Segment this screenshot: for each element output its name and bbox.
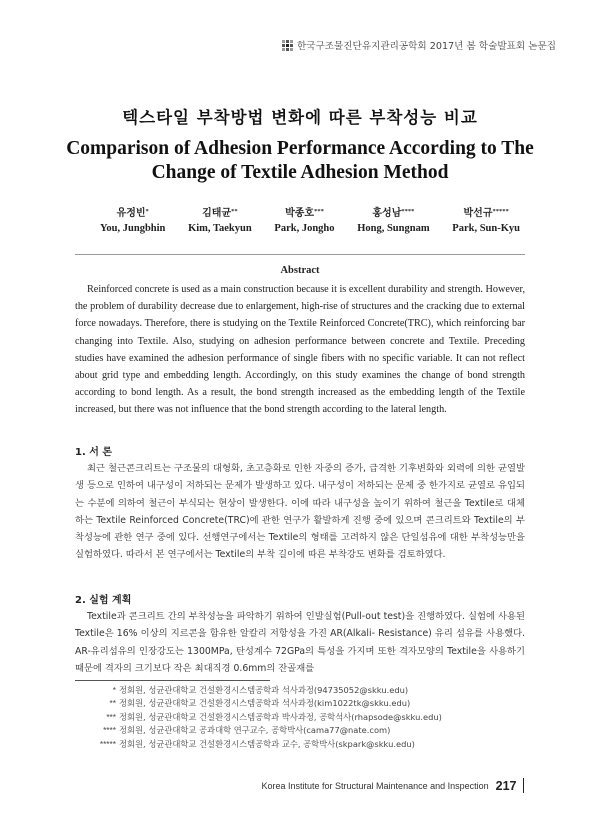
section-heading-experiment: 2. 실험 계획 (75, 595, 132, 606)
footnote-text: 정회원, 성균관대학교 건설환경시스템공학과 교수, 공학박사(skpark@skku.edu) (119, 738, 415, 749)
author-name-ko: 홍성남 (372, 208, 402, 219)
author-name-ko: 박선규 (463, 208, 493, 219)
author-name-ko: 박종호 (285, 208, 315, 219)
footnote-mark: ** (109, 698, 116, 709)
footnote-mark: * (112, 685, 116, 695)
section-body-introduction: 최근 철근콘크리트는 구조물의 대형화, 초고층화로 인한 자중의 증가, 급격한 기후변화와 외력에 의한 균열발생 등으로 인하여 내구성이 저하되는 문제가 발생하고 있다. 내구성이 저하되는 문제 중 한가지로 균열로 유입되는 수분에 의하여 철근이 부식되는 현상이 발생한다. 이에 따라 내구성을 높이기 위하여 철근을 Textile로 대체하는 Textile Reinforced Concrete(TRC)에 관한 연구가 활발하게 진행 중에 있으며 콘크리트와 Textile의 부착성능에 관한 연구 중에 있다. 선행연구에서는 Textile의 형태를 고려하지 않은 단일섬유에 대한 부착성능만을 실험하였다. 따라서 본 연구에서는 Textile의 부착 길이에 따른 부착강도 변화를 검토하였다. (75, 463, 525, 561)
author (274, 206, 334, 236)
footnote-text: 정회원, 성균관대학교 건설환경시스템공학과 석사과정(94735052@skku.edu) (119, 685, 409, 695)
footnote-text: 정회원, 성균관대학교 공과대학 연구교수, 공학박사(cama77@nate.com) (119, 725, 391, 736)
footnote-mark: *** (106, 711, 116, 722)
journal-logo-icon (282, 40, 293, 51)
footer-bar (523, 778, 525, 793)
author-mark: ** (231, 208, 238, 215)
abstract-heading: Abstract (280, 265, 320, 276)
author-mark: *** (314, 208, 324, 215)
footnote (80, 724, 442, 737)
abstract-body: Reinforced concrete is used as a main construction because it is excellent durability and strength. However, the problem of durability decrease due to enlargement, high-rise of structures and the cracking due to external force nowadays. Therefore, there is studying on the Textile Reinforced Concrete(TRC), which reinforcing bar changing into Textile. Also, studying on adhesion performance between concrete and Textile. Preceding studies have examined the adhesion performance of single fibers with no specific variable. It can not reflect about grid type and embedding length. Accordingly, on this study examines the change of bond strength according to bond length. As a result, the bond strength increased as the embedding length of the Textile increased, but there was not influence that the bond strength according to the lateral length. (75, 284, 525, 416)
title-korean: 텍스타일 부착방법 변화에 따른 부착성능 비교 (122, 108, 478, 127)
journal-header (282, 38, 556, 52)
footnote (80, 738, 442, 751)
footnote-mark: ***** (99, 738, 116, 749)
footnote (80, 697, 442, 710)
author-name-en: Kim, Taekyun (188, 223, 252, 234)
author-name-en: You, Jungbhin (100, 223, 166, 234)
footnote-text: 정회원, 성균관대학교 건설환경시스템공학과 박사과정, 공학석사(rhapsode@skku.edu) (119, 711, 442, 722)
section-body-experiment: Textile과 콘크리트 간의 부착성능을 파악하기 위하여 인발실험(Pull-out test)을 진행하였다. 실험에 사용된 Textile은 16% 이상의 지르콘을 함유한 알칼리 저항성을 가진 AR(Alkali- Resistance) 유리 섬유를 사용했다. AR-유리섬유의 인장강도는 1300MPa, 탄성계수 72GPa의 특성을 가지며 또한 격자모양의 Textile을 사용하기 때문에 격자의 크기보다 작은 최대직경 0.6mm의 잔골재를 (75, 611, 525, 674)
author-mark: ***** (492, 208, 509, 215)
page-footer (262, 778, 525, 793)
footnote-divider (75, 680, 270, 681)
journal-name: 한국구조물진단유지관리공학회 2017년 봄 학술발표회 논문집 (296, 41, 556, 52)
section-heading-introduction: 1. 서 론 (75, 447, 113, 458)
author-name-en: Hong, Sungnam (357, 223, 430, 234)
footnote (80, 711, 442, 724)
author (357, 206, 429, 236)
section-divider (75, 254, 525, 255)
footnote-list (80, 684, 442, 751)
footnote-mark: **** (103, 725, 116, 736)
author-list (100, 206, 520, 236)
title-english (60, 137, 540, 185)
page-number: 217 (495, 778, 517, 793)
footnote (80, 684, 442, 697)
author (188, 206, 252, 236)
author-mark: * (145, 208, 149, 215)
author-name-ko: 유정빈 (116, 208, 146, 219)
author-name-en: Park, Sun-Kyu (452, 223, 520, 234)
author (100, 206, 165, 236)
footer-institute: Korea Institute for Structural Maintenance and Inspection (261, 780, 489, 791)
title-english-line1: Comparison of Adhesion Performance According to The (66, 138, 534, 159)
author-name-ko: 김태균 (202, 208, 232, 219)
author (452, 206, 520, 236)
footnote-text: 정회원, 성균관대학교 건설환경시스템공학과 석사과정(kim1022tk@skku.edu) (119, 698, 411, 709)
author-mark: **** (401, 208, 415, 215)
author-name-en: Park, Jongho (274, 223, 335, 234)
title-english-line2: Change of Textile Adhesion Method (151, 162, 449, 183)
